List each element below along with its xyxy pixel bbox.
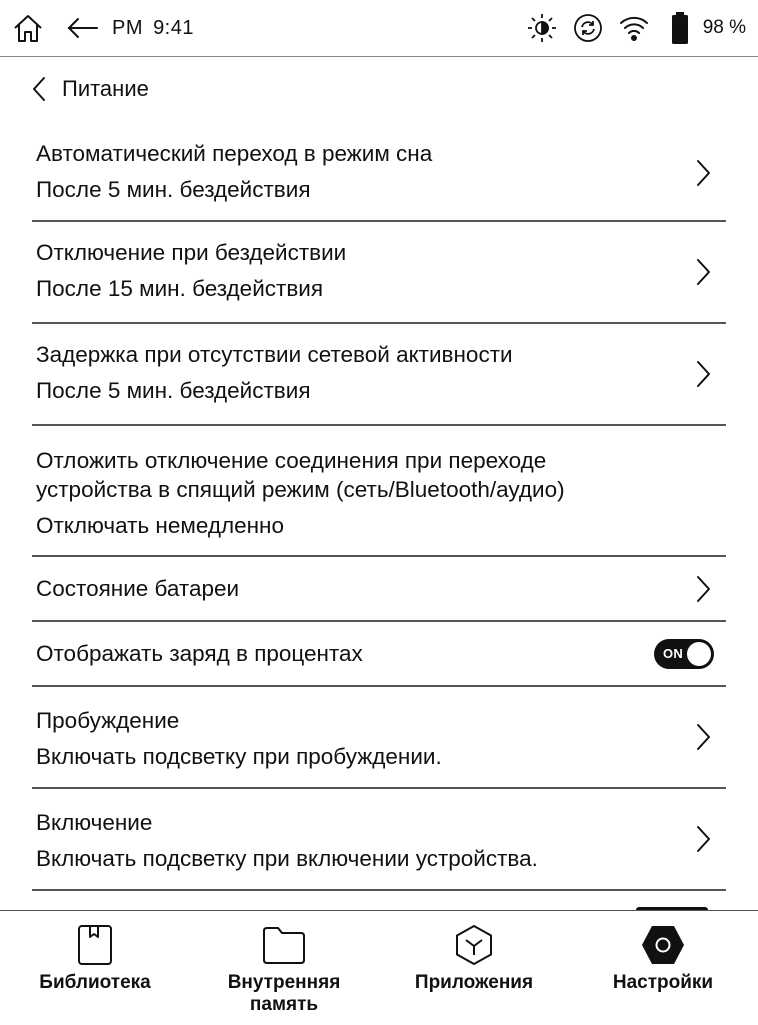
- home-icon[interactable]: [10, 10, 46, 46]
- setting-title: Отложить отключение соединения при переходе устройства в спящий режим (сеть/Bluetooth/аудио): [36, 448, 565, 502]
- chevron-right-icon: [692, 720, 714, 754]
- brightness-icon[interactable]: [525, 11, 559, 45]
- battery-percent: 98 %: [702, 17, 746, 38]
- nav-library[interactable]: [5, 911, 185, 1025]
- setting-value: После 5 мин. бездействия: [36, 177, 311, 202]
- chevron-right-icon: [692, 255, 714, 289]
- nav-apps[interactable]: [384, 911, 564, 1025]
- setting-title: Автоматический переход в режим сна: [36, 141, 433, 166]
- wifi-icon[interactable]: [617, 11, 651, 45]
- setting-value: Включать подсветку при включении устройства.: [36, 846, 538, 871]
- setting-wake-up[interactable]: [32, 687, 726, 789]
- setting-auto-sleep[interactable]: [32, 125, 726, 222]
- nav-settings[interactable]: [573, 911, 753, 1025]
- nav-label: Библиотека: [39, 972, 151, 993]
- setting-title: Состояние батареи: [36, 576, 240, 601]
- bottom-nav: [0, 910, 758, 1025]
- page-title: Питание: [62, 76, 149, 101]
- sync-icon[interactable]: [571, 11, 605, 45]
- nav-label: Внутренняя память: [227, 972, 341, 1015]
- setting-title: Отображать заряд в процентах: [36, 641, 363, 666]
- status-bar: [0, 0, 758, 57]
- back-arrow-icon[interactable]: [64, 10, 100, 46]
- setting-value: После 15 мин. бездействия: [36, 276, 324, 301]
- time-period: PM: [112, 16, 143, 39]
- setting-battery-status[interactable]: [32, 557, 726, 622]
- book-icon: [71, 921, 119, 969]
- settings-hexagon-icon: [639, 921, 687, 969]
- nav-storage[interactable]: [194, 911, 374, 1025]
- setting-delay-disconnect[interactable]: [32, 426, 726, 557]
- setting-title: Задержка при отсутствии сетевой активности: [36, 342, 513, 367]
- setting-title: Включение: [36, 810, 153, 835]
- page-header: [26, 70, 149, 108]
- nav-label: Настройки: [612, 972, 714, 993]
- chevron-right-icon: [692, 822, 714, 856]
- setting-value: Включать подсветку при пробуждении.: [36, 744, 442, 769]
- clock-time: 9:41: [153, 16, 194, 39]
- battery-percent-toggle[interactable]: [654, 639, 714, 669]
- setting-power-on[interactable]: [32, 789, 726, 891]
- chevron-right-icon: [692, 357, 714, 391]
- setting-value: После 5 мин. бездействия: [36, 378, 311, 403]
- battery-icon: [663, 11, 697, 45]
- toggle-knob: [687, 642, 711, 666]
- setting-idle-shutdown[interactable]: [32, 222, 726, 324]
- setting-value: Отключать немедленно: [36, 513, 284, 538]
- chevron-left-icon[interactable]: [26, 74, 52, 104]
- chevron-right-icon: [692, 156, 714, 190]
- chevron-right-icon: [692, 572, 714, 606]
- setting-title: Отключение при бездействии: [36, 240, 347, 265]
- apps-cube-icon: [450, 921, 498, 969]
- nav-label: Приложения: [414, 972, 534, 993]
- toggle-label: ON: [663, 645, 684, 661]
- setting-show-battery-percent: [32, 622, 726, 687]
- settings-list: [32, 125, 726, 891]
- folder-icon: [260, 921, 308, 969]
- setting-network-delay[interactable]: [32, 324, 726, 426]
- setting-title: Пробуждение: [36, 708, 180, 733]
